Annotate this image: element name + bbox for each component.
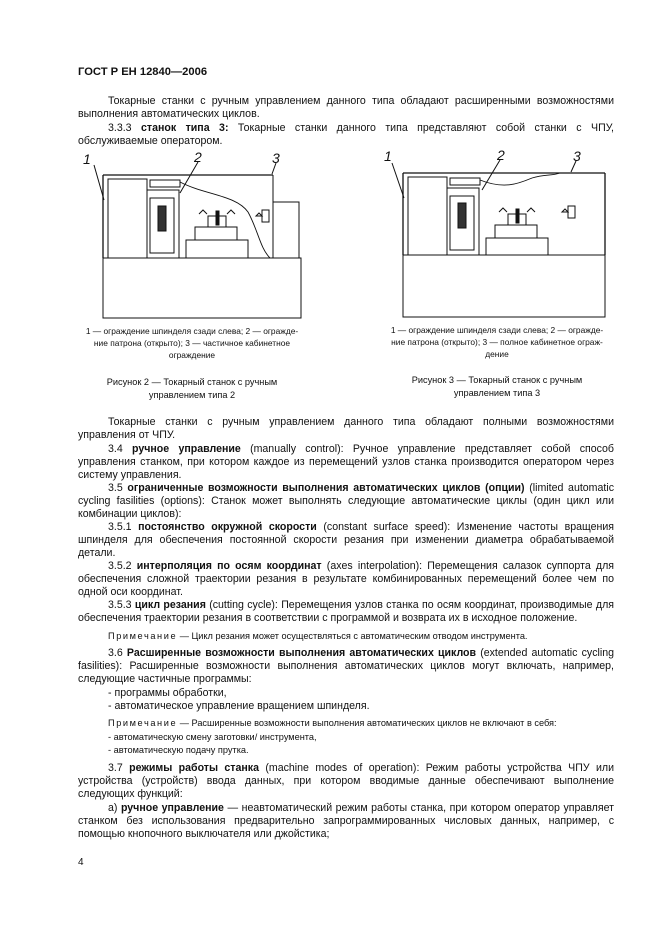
section-3-6: 3.6 Расширенные возможности выполнения автоматических циклов (extended automatic cycling fasilities): Расширенные возможности выполнения автоматических циклов могут включать, например, следующие частичные программы: xyxy=(78,647,614,686)
term: интерполяция по осям координат xyxy=(136,560,322,572)
section-3-4: 3.4 ручное управление (manually control): Ручное управление представляет собой способ управления станком, при котором каждое из перемещений узлов станка производится оператором через систему управления. xyxy=(78,443,614,482)
figure-2-label-3: 3 xyxy=(272,150,280,166)
term: ограниченные возможности выполнения автоматических циклов (опции) xyxy=(127,482,525,494)
figure-3-caption: Рисунок 3 — Токарный станок с ручным управлением типа 3 xyxy=(411,375,583,398)
term: ручное управление xyxy=(120,802,224,814)
note-label: Примечание xyxy=(108,718,178,728)
figure-2-label-1: 1 xyxy=(83,151,91,167)
figure-2-caption: Рисунок 2 — Токарный станок с ручным управлением типа 2 xyxy=(106,377,278,400)
term: цикл резания xyxy=(134,599,206,611)
figure-2-legend: 1 — ограждение шпинделя сзади слева; 2 — огражде- ние патрона (открыто); 3 — частичное кабинетное ограждение xyxy=(85,326,299,360)
document-header: ГОСТ Р ЕН 12840—2006 xyxy=(78,66,208,78)
figure-3-label-1: 1 xyxy=(384,148,392,164)
note-label: Примечание xyxy=(108,631,178,641)
section-3-5-3: 3.5.3 цикл резания (cutting cycle): Перемещения узлов станка по осям координат, производимые для обеспечения траектории резания в соответствии с программой и возврата их в исходное положение. xyxy=(78,599,614,625)
term: режимы работы станка xyxy=(129,762,259,774)
machine-base xyxy=(403,255,605,317)
after-figures-paragraph: Токарные станки с ручным управлением данного типа обладают полными возможностями управления от ЧПУ. xyxy=(78,416,614,442)
note-1: Примечание — Цикл резания может осуществляться с автоматическим отводом инструмента. xyxy=(108,631,528,641)
list-item: - автоматическую смену заготовки/ инструмента, xyxy=(108,732,317,742)
list-item: - программы обработки, xyxy=(108,687,227,699)
term: постоянство окружной скорости xyxy=(138,521,317,533)
section-3-5-1: 3.5.1 постоянство окружной скорости (constant surface speed): Изменение частоты вращения шпинделя для обеспечения постоянной скорости резания при изменении диаметра обрабатываемой детали. xyxy=(78,521,614,560)
term: ручное управление xyxy=(132,443,241,455)
section-3-7: 3.7 режимы работы станка (machine modes of operation): Режим работы устройства ЧПУ или устройства (устройств) ввода данных, при котором вводимые данные обеспечивают выполнение следующих функций: xyxy=(78,762,614,801)
note-2: Примечание — Расширенные возможности выполнения автоматических циклов не включают в себя: xyxy=(108,718,557,728)
figure-3-label-2: 2 xyxy=(497,147,505,163)
figure-2-label-2: 2 xyxy=(194,149,202,165)
section-number: 3.3.3 xyxy=(108,122,132,134)
figure-3-legend: 1 — ограждение шпинделя сзади слева; 2 — огражде- ние патрона (открыто); 3 — полное кабинетное ограж- дение xyxy=(390,325,604,359)
intro-paragraph: Токарные станки с ручным управлением данного типа обладают расширенными возможностями выполнения автоматических циклов. xyxy=(78,95,614,121)
term: Расширенные возможности выполнения автоматических циклов xyxy=(126,647,477,659)
section-3-5: 3.5 ограниченные возможности выполнения автоматических циклов (опции) (limited automatic cycling fasilities (options): Станок может выполнять следующие автоматические циклы (один цикл или комбинации циклов): xyxy=(78,482,614,521)
section-3-5-2: 3.5.2 интерполяция по осям координат (axes interpolation): Перемещения салазок суппорта для обеспечения сложной траектории резания в результате комбинированных перемещений более чем по одной оси координат. xyxy=(78,560,614,599)
figure-3-label-3: 3 xyxy=(573,148,581,164)
list-item: - автоматическое управление вращением шпинделя. xyxy=(108,700,370,712)
section-3-7-a: а) ручное управление — неавтоматический режим работы станка, при котором оператор управляет станком без использования предварительно запрограммированных числовых данных, например, с помощью кнопочного выключателя или джойстика; xyxy=(78,802,614,841)
page-number: 4 xyxy=(78,857,84,868)
definition: Токарные станки данного типа представляют собой станки с ЧПУ, обслуживаемые оператором. xyxy=(78,122,614,148)
term: станок типа 3: xyxy=(141,122,229,134)
list-item: - автоматическую подачу прутка. xyxy=(108,745,249,755)
